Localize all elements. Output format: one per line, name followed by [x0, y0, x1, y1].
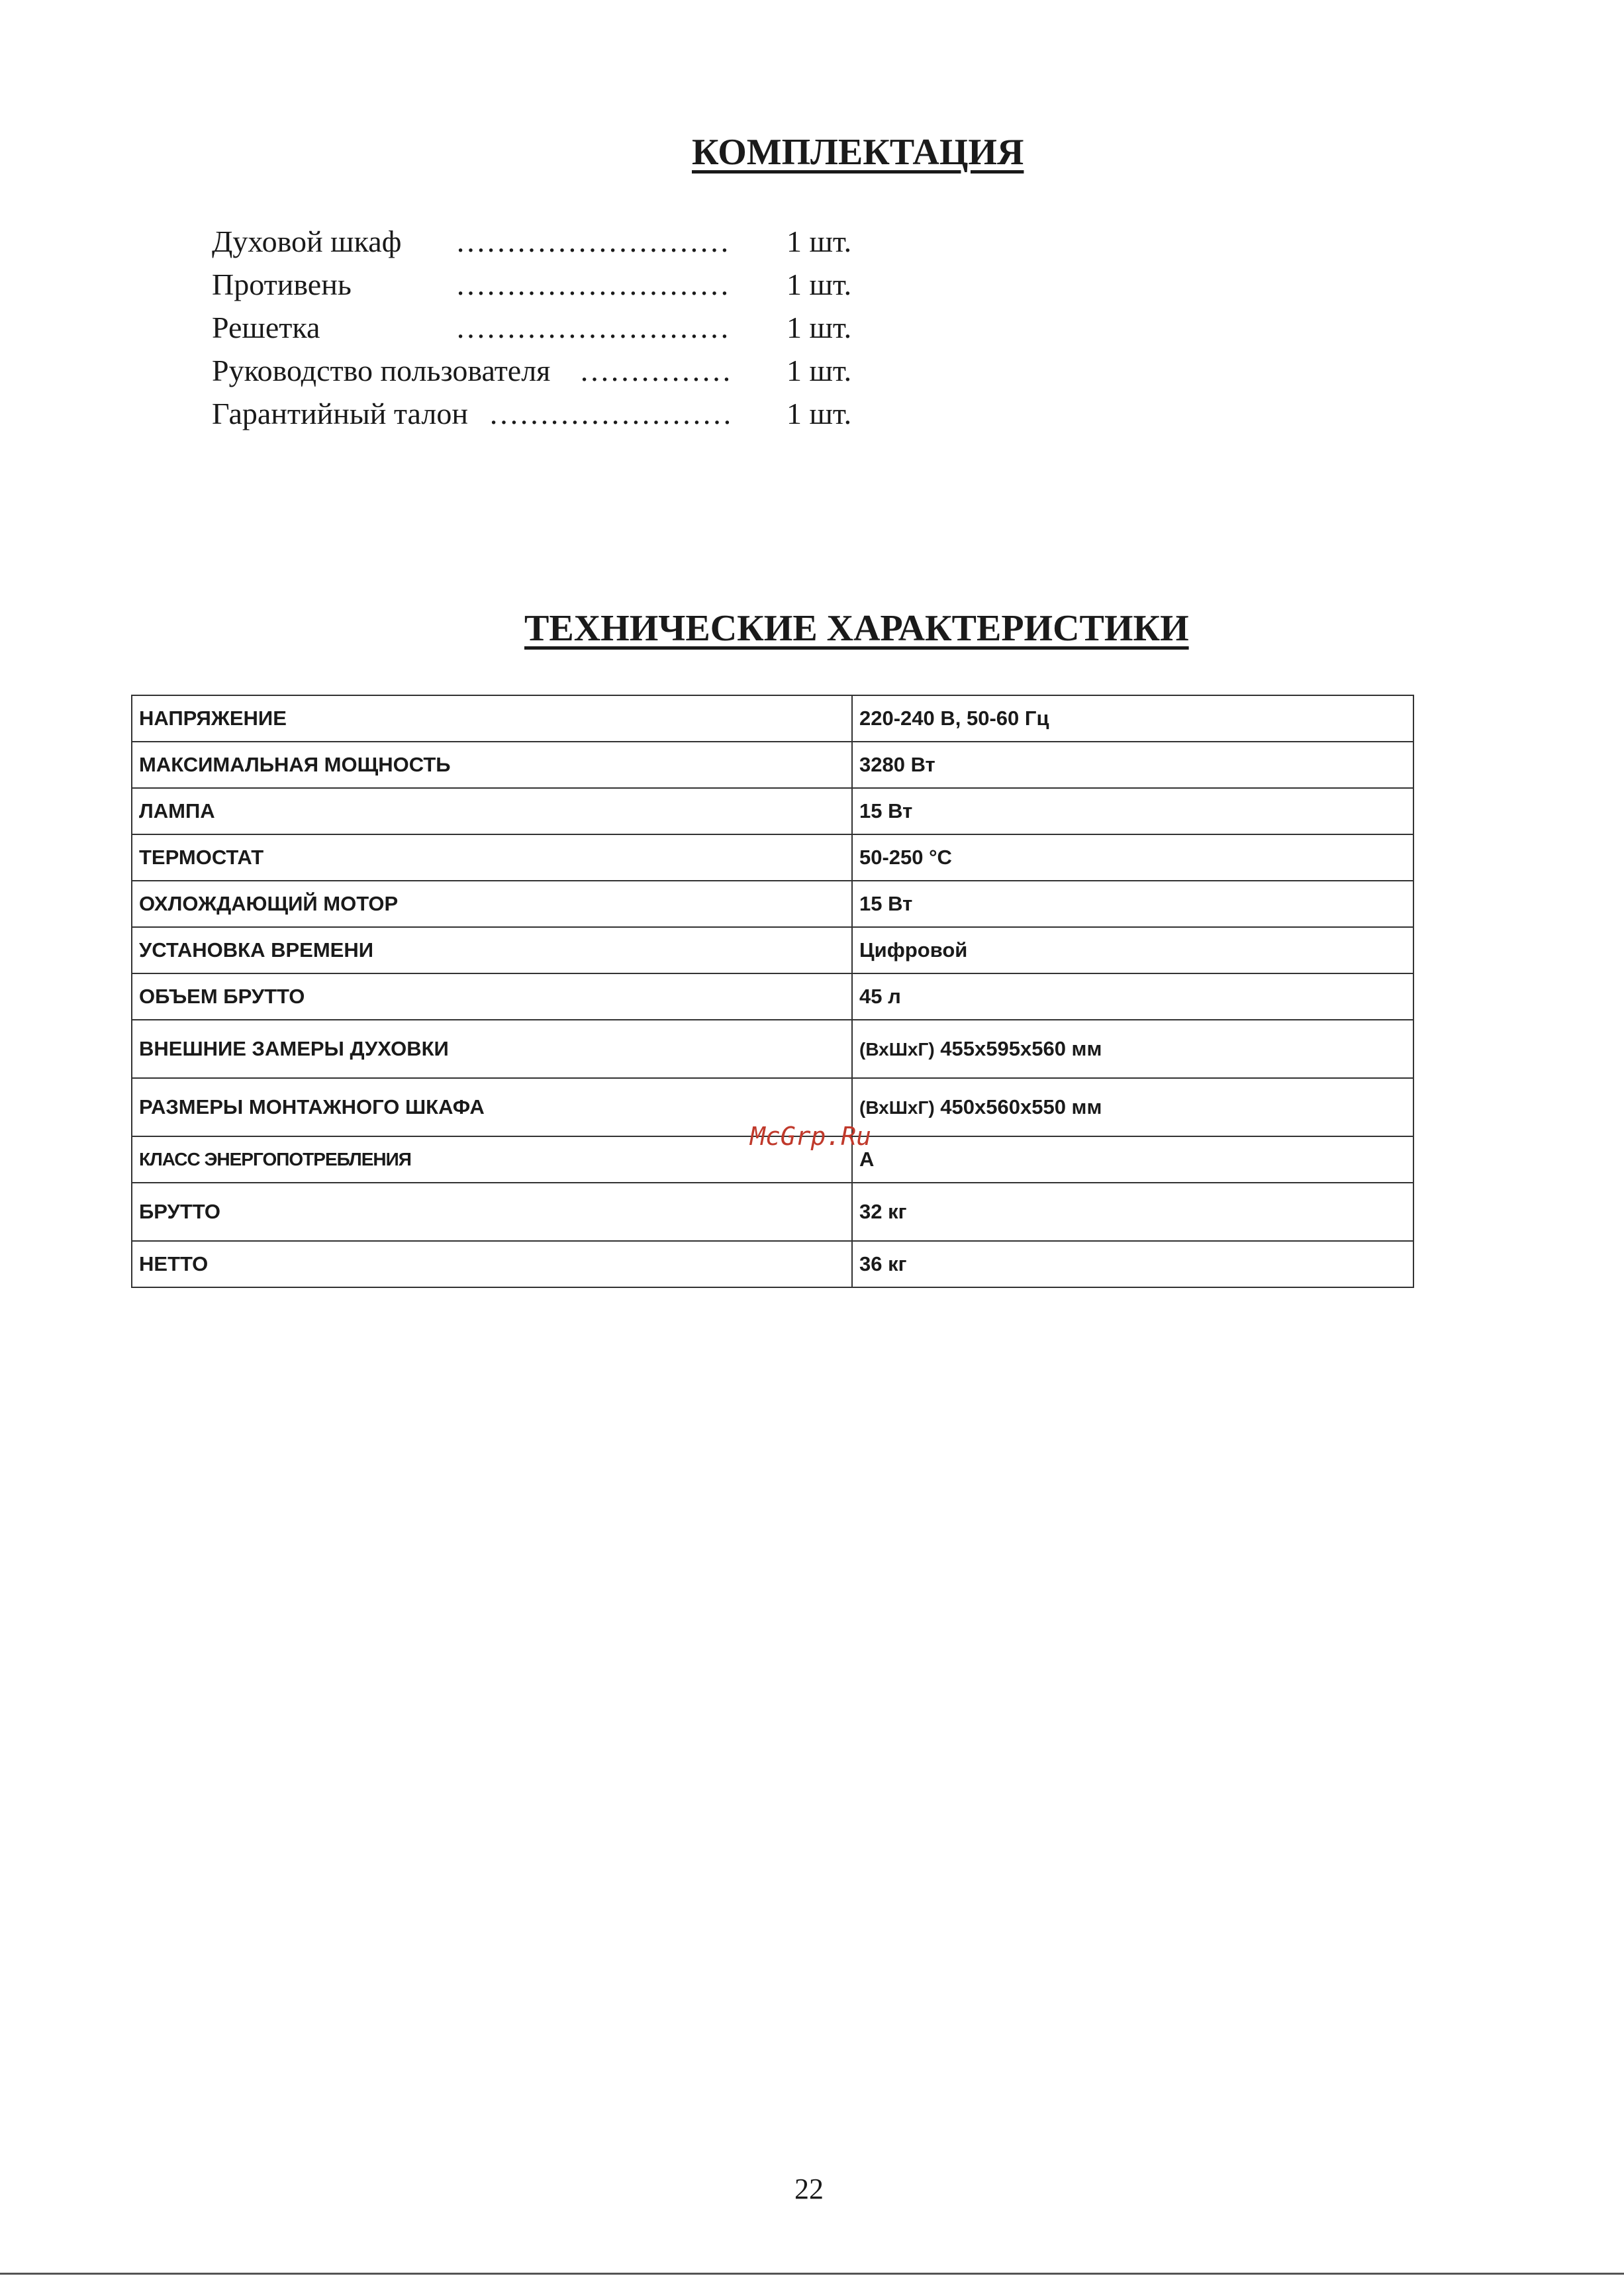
spec-value: 15 Вт	[852, 788, 1413, 834]
kit-item-qty: 1 шт.	[787, 268, 852, 301]
list-item	[212, 306, 940, 349]
spec-value: 3280 Вт	[852, 742, 1413, 788]
spec-value: 32 кг	[852, 1183, 1413, 1241]
spec-label: ТЕРМОСТАТ	[132, 834, 852, 881]
specs-title: ТЕХНИЧЕСКИЕ ХАРАКТЕРИСТИКИ	[524, 608, 1189, 649]
spec-label: МАКСИМАЛЬНАЯ МОЩНОСТЬ	[132, 742, 852, 788]
page-number: 22	[794, 2173, 824, 2205]
kit-item-qty: 1 шт.	[787, 397, 852, 430]
specs-table	[131, 695, 1414, 1288]
spec-value: 45 л	[852, 973, 1413, 1020]
list-item	[212, 392, 940, 435]
watermark: McGrp.Ru	[750, 1122, 872, 1151]
table-row	[132, 742, 1413, 788]
kit-item-dots: ………………………	[455, 224, 730, 258]
spec-label: УСТАНОВКА ВРЕМЕНИ	[132, 927, 852, 973]
bottom-divider	[0, 2273, 1624, 2275]
spec-label: ЛАМПА	[132, 788, 852, 834]
spec-value-prefix: (ВхШхГ)	[859, 1039, 935, 1060]
table-row	[132, 695, 1413, 742]
kit-item-name: Гарантийный талон	[212, 397, 468, 430]
spec-label: БРУТТО	[132, 1183, 852, 1241]
kit-title: КОМПЛЕКТАЦИЯ	[692, 132, 1024, 173]
kit-item-qty: 1 шт.	[787, 311, 852, 344]
spec-value: А	[852, 1136, 1413, 1183]
spec-label: ОХЛОЖДАЮЩИЙ МОТОР	[132, 881, 852, 927]
kit-item-name: Противень	[212, 268, 352, 301]
table-row	[132, 788, 1413, 834]
spec-value-cell	[852, 1020, 1413, 1078]
list-item	[212, 220, 940, 263]
spec-value: 50-250 °С	[852, 834, 1413, 881]
kit-item-dots: ……………	[579, 354, 732, 387]
spec-value-cell	[852, 1078, 1413, 1136]
kit-list	[212, 220, 940, 435]
table-row	[132, 881, 1413, 927]
spec-label: НЕТТО	[132, 1241, 852, 1287]
spec-value: 15 Вт	[852, 881, 1413, 927]
spec-value: Цифровой	[852, 927, 1413, 973]
kit-item-name: Руководство пользователя	[212, 354, 551, 387]
kit-item-dots: ……………………	[489, 397, 732, 430]
kit-item-name: Духовой шкаф	[212, 224, 402, 258]
table-row	[132, 834, 1413, 881]
spec-label: РАЗМЕРЫ МОНТАЖНОГО ШКАФА	[132, 1078, 852, 1136]
list-item	[212, 263, 940, 306]
spec-label: НАПРЯЖЕНИЕ	[132, 695, 852, 742]
kit-item-name: Решетка	[212, 311, 320, 344]
table-row	[132, 1183, 1413, 1241]
list-item	[212, 349, 940, 392]
spec-value: 450x560x550 мм	[940, 1095, 1102, 1118]
spec-value: 455x595x560 мм	[940, 1037, 1102, 1060]
kit-item-qty: 1 шт.	[787, 354, 852, 387]
spec-value: 220-240 В, 50-60 Гц	[852, 695, 1413, 742]
table-row	[132, 1241, 1413, 1287]
spec-value-prefix: (ВхШхГ)	[859, 1097, 935, 1118]
kit-item-qty: 1 шт.	[787, 224, 852, 258]
table-row	[132, 973, 1413, 1020]
kit-item-dots: ………………………	[455, 268, 730, 301]
table-row	[132, 1020, 1413, 1078]
table-row	[132, 927, 1413, 973]
spec-label: ОБЪЕМ БРУТТО	[132, 973, 852, 1020]
kit-item-dots: ………………………	[455, 311, 730, 344]
spec-label: ВНЕШНИЕ ЗАМЕРЫ ДУХОВКИ	[132, 1020, 852, 1078]
spec-value: 36 кг	[852, 1241, 1413, 1287]
spec-label: КЛАСС ЭНЕРГОПОТРЕБЛЕНИЯ	[132, 1136, 852, 1183]
